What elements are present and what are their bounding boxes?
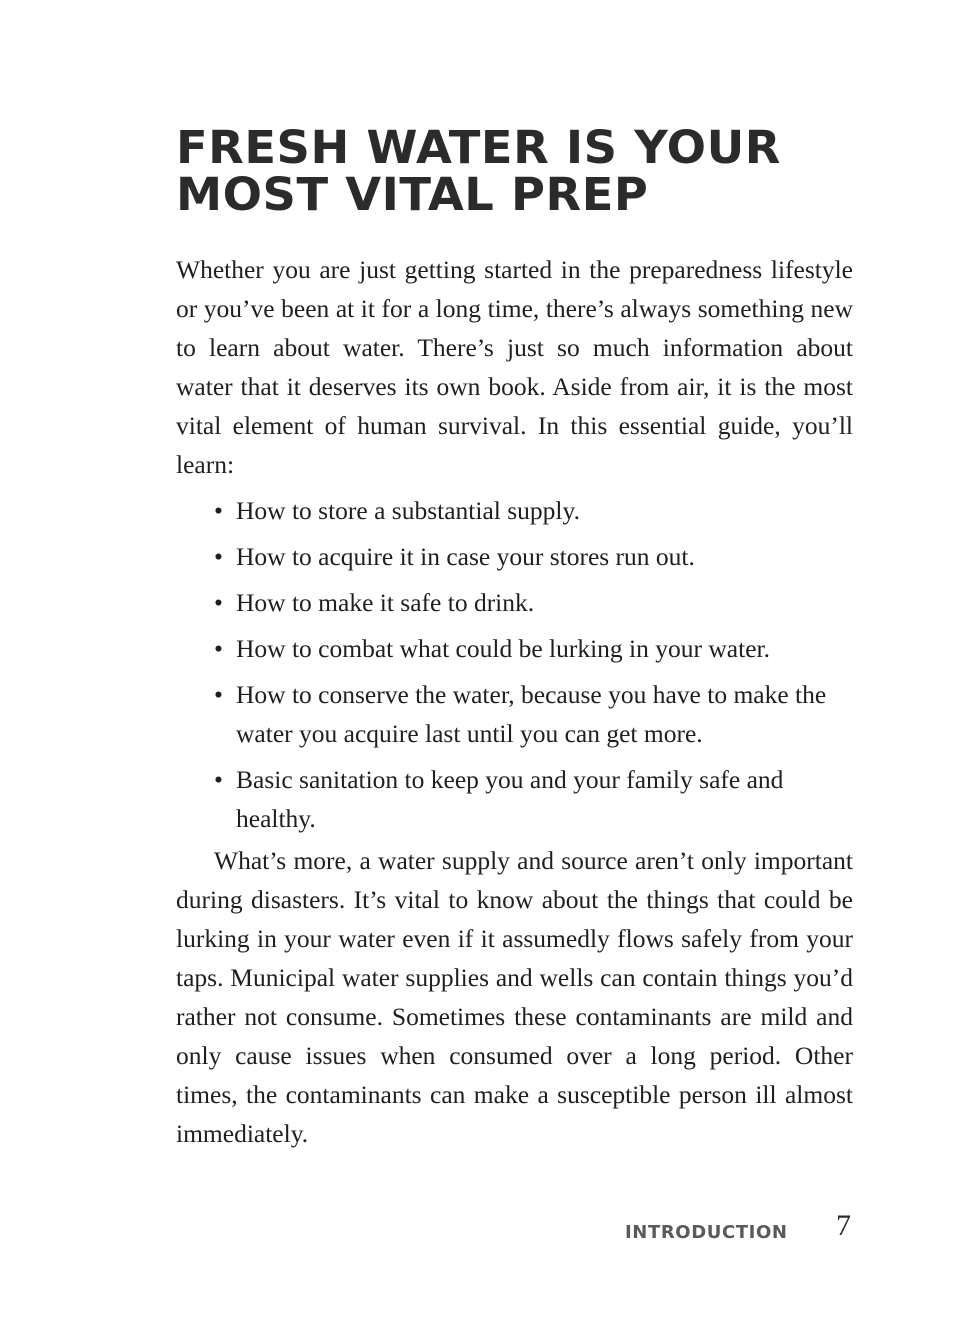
bullet-icon: • bbox=[214, 765, 223, 794]
page-number: 7 bbox=[836, 1209, 851, 1242]
bullet-item bbox=[176, 537, 853, 576]
bullet-text: Basic sanitation to keep you and your family safe and healthy. bbox=[236, 765, 784, 833]
bullet-text: How to combat what could be lurking in your water. bbox=[236, 634, 770, 663]
bullet-item bbox=[176, 675, 853, 753]
bullet-item bbox=[176, 760, 853, 838]
bullet-text: How to conserve the water, because you have to make the water you acquire last until you can get more. bbox=[236, 680, 827, 748]
bullet-text: How to acquire it in case your stores run out. bbox=[236, 542, 695, 571]
bullet-icon: • bbox=[214, 496, 223, 525]
chapter-heading bbox=[176, 121, 876, 221]
bullet-icon: • bbox=[214, 542, 223, 571]
body-text bbox=[176, 250, 853, 1153]
closing-paragraph: What’s more, a water supply and source aren’t only important during disasters. It’s vital to know about the things that could be lurking in your water even if it assumedly flows safely from your taps. Municipal water supplies and wells can contain things you’d rather not consume. Sometimes these contaminants are mild and only cause issues when consumed over a long period. Other times, the contaminants can make a susceptible person ill almost immediately. bbox=[176, 846, 853, 1148]
bullet-item bbox=[176, 583, 853, 622]
intro-paragraph: Whether you are just getting started in the preparedness lifestyle or you’ve been at it for a long time, there’s always something new to learn about water. There’s just so much information about water that it deserves its own book. Aside from air, it is the most vital element of human survival. In this essential guide, you’ll learn: bbox=[176, 255, 853, 479]
heading-line-1: FRESH WATER IS YOUR bbox=[176, 121, 781, 174]
bullet-icon: • bbox=[214, 680, 223, 709]
bullet-item bbox=[176, 491, 853, 530]
bullet-icon: • bbox=[214, 634, 223, 663]
heading-line-2: MOST VITAL PREP bbox=[176, 168, 649, 221]
bullet-icon: • bbox=[214, 588, 223, 617]
bullet-text: How to make it safe to drink. bbox=[236, 588, 535, 617]
bullet-text: How to store a substantial supply. bbox=[236, 496, 580, 525]
bullet-item bbox=[176, 629, 853, 668]
running-footer-section: INTRODUCTION bbox=[625, 1222, 788, 1243]
bullet-list bbox=[176, 491, 853, 838]
